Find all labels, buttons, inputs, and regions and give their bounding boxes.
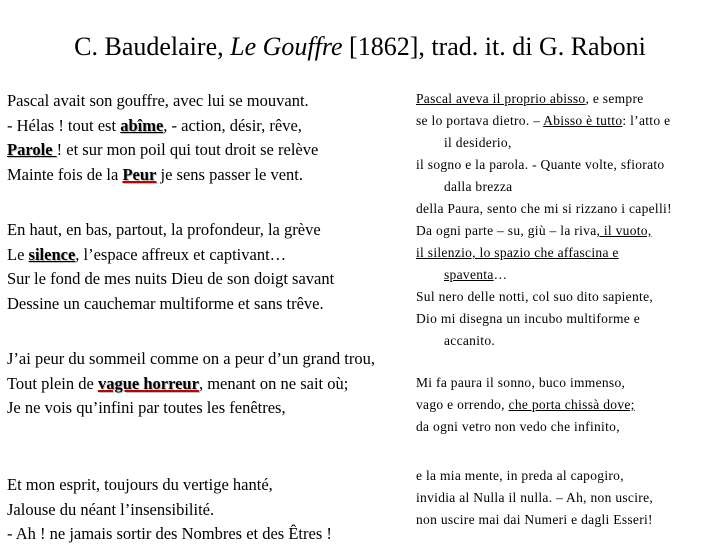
french-line: Dessine un cauchemar multiforme et sans trêve.: [7, 293, 324, 313]
italian-line: spaventa…: [444, 267, 508, 282]
title-rest: [1862], trad. it. di G. Raboni: [342, 32, 646, 61]
french-line: Tout plein de vague horreur, menant on ne sait où;: [7, 373, 349, 393]
french-stanza-4: [7, 473, 392, 547]
french-line: Et mon esprit, toujours du vertige hanté,: [7, 475, 273, 494]
title-work: Le Gouffre: [230, 32, 343, 61]
italian-stanza-2: [416, 372, 716, 438]
french-line: - Hélas ! tout est abîme, - action, désir, rêve,: [7, 115, 302, 135]
french-line: - Ah ! ne jamais sortir des Nombres et des Êtres !: [7, 524, 332, 543]
keyword-parole: Parole: [7, 140, 57, 159]
keyword-chissa-dove: che porta chissà dove;: [508, 397, 635, 412]
italian-line: Pascal aveva il proprio abisso, e sempre: [416, 91, 644, 106]
keyword-abisso-e-tutto: Abisso è tutto: [543, 113, 623, 128]
italian-line: accanito.: [444, 333, 496, 348]
italian-line: vago e orrendo, che porta chissà dove;: [416, 397, 635, 412]
french-line: Je ne vois qu’infini par toutes les fenêtres,: [7, 398, 286, 417]
italian-line: se lo portava dietro. – Abisso è tutto: l’atto e: [416, 113, 671, 128]
keyword-abime: abîme: [120, 115, 164, 135]
french-stanza-2: [7, 218, 392, 316]
italian-line: da ogni vetro non vedo che infinito,: [416, 419, 620, 434]
french-line: En haut, en bas, partout, la profondeur, la grève: [7, 220, 321, 239]
italian-line: il sogno e la parola. - Quante volte, sfiorato: [416, 157, 665, 172]
keyword-vague-horreur: vague horreur: [97, 373, 199, 393]
title-author: C. Baudelaire,: [74, 32, 231, 61]
keyword-il-vuoto: , il vuoto,: [596, 223, 652, 238]
italian-line: Da ogni parte – su, giù – la riva, il vuoto,: [416, 223, 652, 238]
italian-line: Dio mi disegna un incubo multiforme e: [416, 311, 641, 326]
french-line: Mainte fois de la Peur je sens passer le vent.: [7, 164, 303, 184]
french-line: Jalouse du néant l’insensibilité.: [7, 499, 215, 519]
keyword-spaventa: spaventa: [444, 267, 494, 282]
french-line: Sur le fond de mes nuits Dieu de son doigt savant: [7, 269, 335, 288]
italian-line: e la mia mente, in preda al capogiro,: [416, 468, 624, 483]
italian-line: della Paura, sento che mi si rizzano i capelli!: [416, 201, 672, 216]
italian-line: non uscire mai dai Numeri e dagli Esseri!: [416, 512, 653, 527]
italian-stanza-3: [416, 465, 716, 531]
italian-line: Sul nero delle notti, col suo dito sapiente,: [416, 289, 654, 304]
keyword-peur: Peur: [122, 164, 157, 184]
french-line: Parole ! et sur mon poil qui tout droit se relève: [7, 140, 319, 159]
french-line: Pascal avait son gouffre, avec lui se mouvant.: [7, 91, 309, 110]
italian-line: invidia al Nulla il nulla. – Ah, non uscire,: [416, 490, 654, 505]
french-line: Le silence, l’espace affreux et captivant…: [7, 244, 287, 264]
slide-title: [0, 29, 720, 65]
keyword-silence: silence: [28, 244, 76, 264]
french-stanza-1: [7, 89, 392, 187]
italian-line: il desiderio,: [444, 135, 512, 150]
keyword-il-silenzio: il silenzio, lo spazio che affascina e: [416, 245, 619, 260]
italian-line: [416, 242, 716, 264]
italian-stanza-1: [416, 88, 716, 352]
french-stanza-3: [7, 347, 392, 421]
italian-line: Mi fa paura il sonno, buco immenso,: [416, 375, 626, 390]
french-line: J’ai peur du sommeil comme on a peur d’un grand trou,: [7, 349, 375, 368]
keyword-proprio-abisso: Pascal aveva il proprio abisso: [416, 91, 586, 106]
italian-line: dalla brezza: [444, 179, 513, 194]
